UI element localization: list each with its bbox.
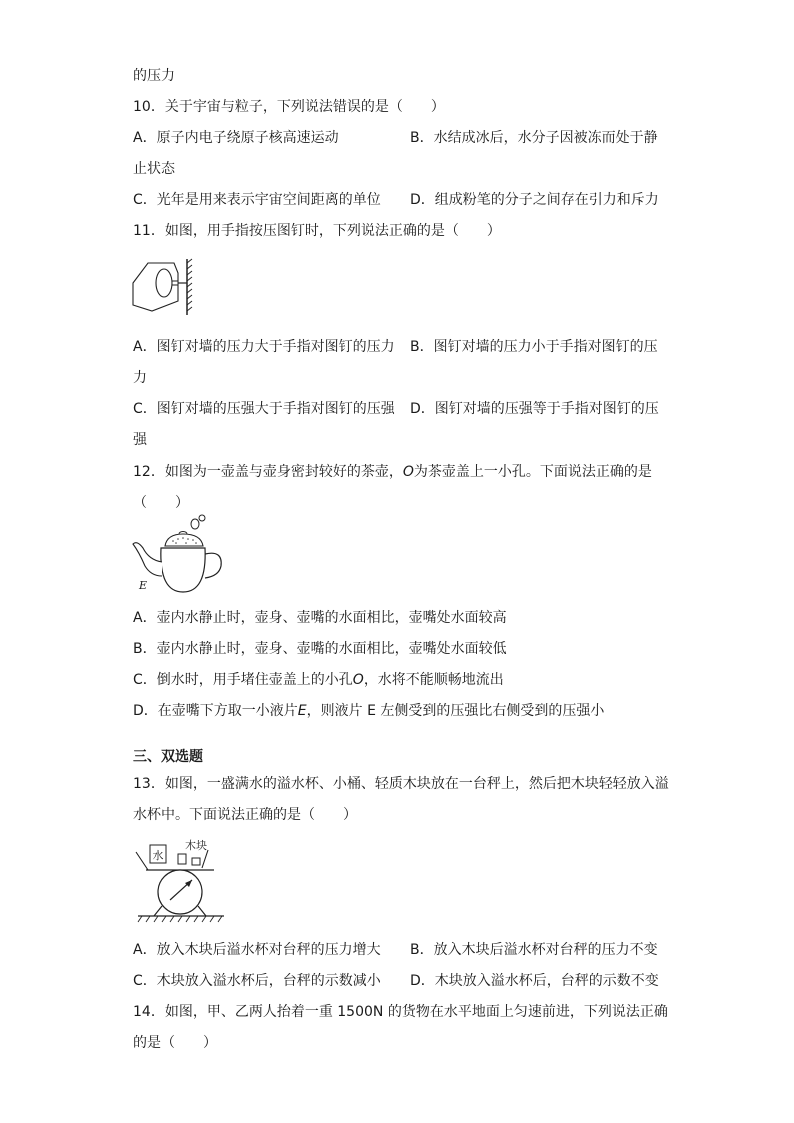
option-12c [133,670,504,690]
question-10: 10．关于宇宙与粒子，下列说法错误的是（ ） [133,99,445,115]
option-11d-cont: 强 [133,432,147,448]
option-11b: B．图钉对墙的压力小于手指对图钉的压 [410,339,658,355]
question-12 [133,462,652,482]
question-14: 14．如图，甲、乙两人抬着一重 1500N 的货物在水平地面上匀速前进，下列说法正确 [133,1004,668,1020]
point-e-label: E [297,703,307,719]
text-line: 的压力 [133,68,175,84]
option-12d-text-end: ，则液片 E 左侧受到的压强比右侧受到的压强小 [306,703,605,719]
question-13: 13．如图，一盛满水的溢水杯、小桶、轻质木块放在一台秤上，然后把木块轻轻放入溢 [133,776,669,792]
option-10b: B．水结成冰后，水分子因被冻而处于静 [410,130,658,146]
question-13-cont: 水杯中。下面说法正确的是（ ） [133,807,357,823]
teapot-label-e: E [139,579,148,592]
thumbtack-figure [130,255,195,317]
option-13a: A．放入木块后溢水杯对台秤的压力增大 [133,942,381,958]
question-12-text: 12．如图为一壶盖与壶身密封较好的茶壶， [133,464,403,480]
question-12-text-end: 为茶壶盖上一小孔。下面说法正确的是 [413,464,652,480]
option-11c: C．图钉对墙的压强大于手指对图钉的压强 [133,401,395,417]
option-12d-text: D．在壶嘴下方取一小液片 [133,703,298,719]
question-12-cont: （ ） [133,495,189,511]
option-13b: B．放入木块后溢水杯对台秤的压力不变 [410,942,658,958]
scale-figure [134,836,226,926]
option-12c-text-end: ，水将不能顺畅地流出 [363,672,504,688]
question-11: 11．如图，用手指按压图钉时，下列说法正确的是（ ） [133,223,501,239]
point-o-label: O [402,464,414,480]
option-10c: C．光年是用来表示宇宙空间距离的单位 [133,192,381,208]
section-heading: 三、双选题 [133,749,203,765]
option-12a: A．壶内水静止时，壶身、壶嘴的水面相比，壶嘴处水面较高 [133,610,507,626]
wood-block-label: 木块 [185,839,207,852]
option-13c: C．木块放入溢水杯后，台秤的示数减小 [133,973,381,989]
option-10d: D．组成粉笔的分子之间存在引力和斥力 [410,192,659,208]
option-11b-cont: 力 [133,370,147,386]
option-11a: A．图钉对墙的压力大于手指对图钉的压力 [133,339,395,355]
point-o-label: O [352,672,364,688]
option-13d: D．木块放入溢水杯后，台秤的示数不变 [410,973,659,989]
question-14-cont: 的是（ ） [133,1035,217,1051]
water-label: 水 [152,849,164,862]
option-10b-cont: 止状态 [133,161,175,177]
teapot-figure [131,514,227,596]
option-10a: A．原子内电子绕原子核高速运动 [133,130,339,146]
option-11d: D．图钉对墙的压强等于手指对图钉的压 [410,401,659,417]
option-12c-text: C．倒水时，用手堵住壶盖上的小孔 [133,672,353,688]
option-12d [133,701,604,721]
option-12b: B．壶内水静止时，壶身、壶嘴的水面相比，壶嘴处水面较低 [133,641,507,657]
